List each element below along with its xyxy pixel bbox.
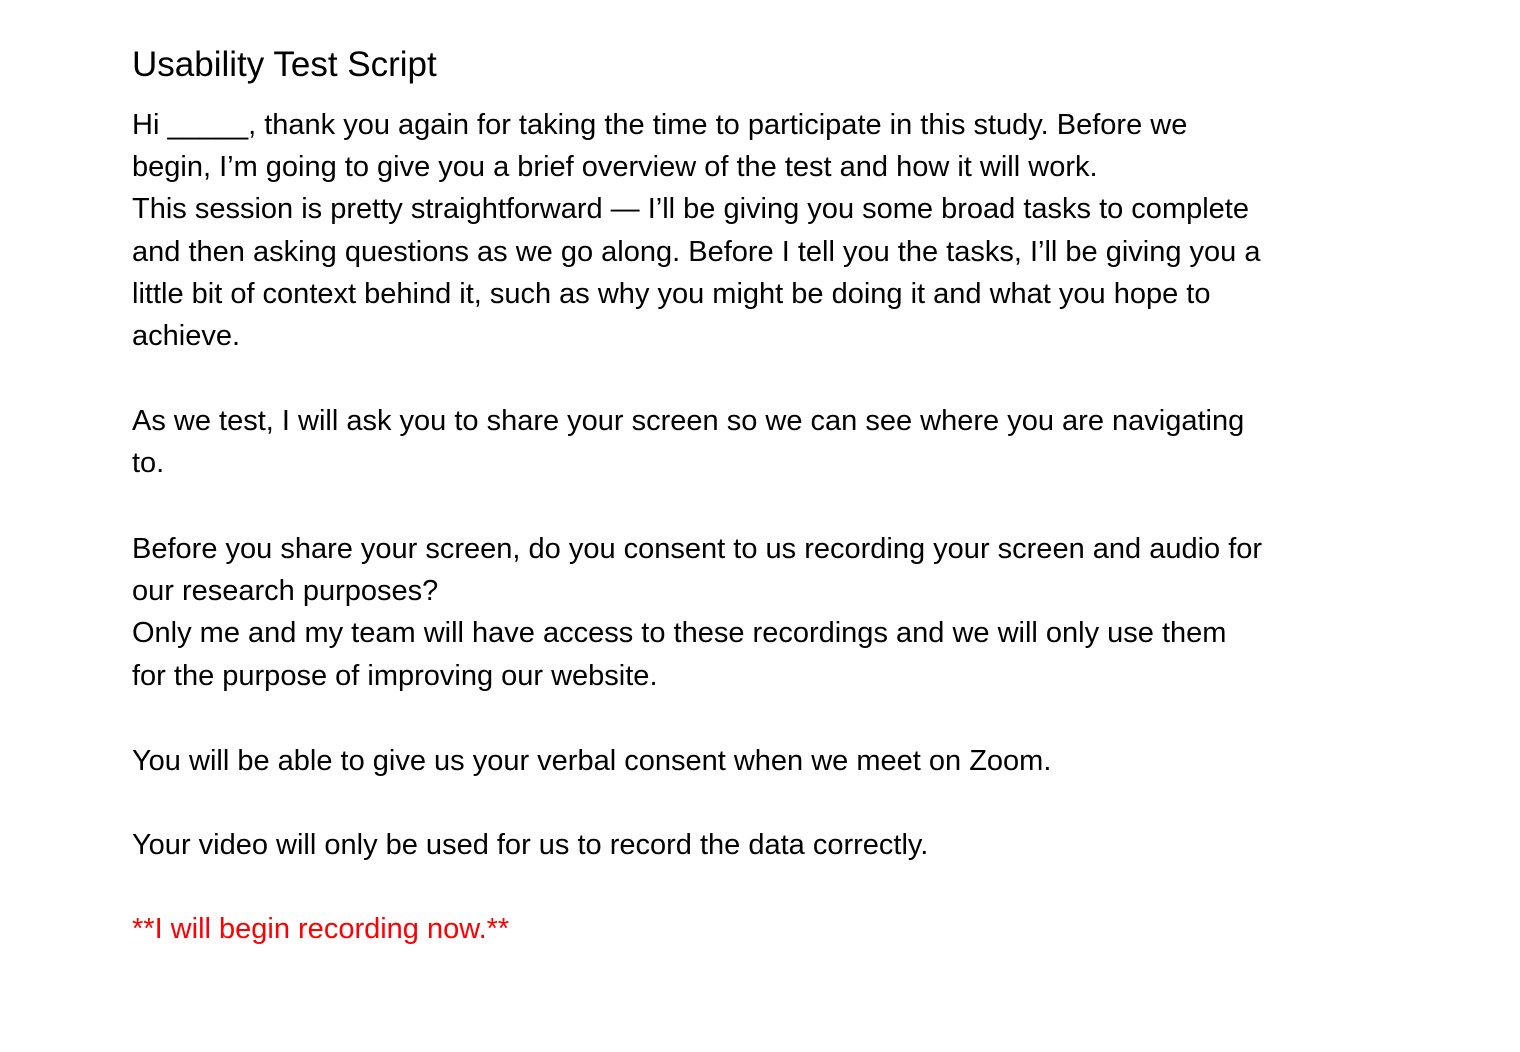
screen-share-paragraph xyxy=(132,400,1244,484)
intro-line-1: Hi _____, thank you again for taking the time to participate in this study. Before we xyxy=(132,109,1188,141)
consent-line-3: Only me and my team will have access to these recordings and we will only use them xyxy=(132,617,1227,650)
screen-share-line-1: As we test, I will ask you to share your screen so we can see where you are navigating xyxy=(132,405,1245,437)
consent-line-1: Before you share your screen, do you consent to us recording your screen and audio for xyxy=(132,533,1263,565)
recording-note-line-1: **I will begin recording now.** xyxy=(132,913,510,945)
consent-paragraph xyxy=(132,528,1262,697)
intro-line-2: begin, I’m going to give you a brief overview of the test and how it will work. xyxy=(132,151,1098,184)
intro-line-4: and then asking questions as we go along. Before I tell you the tasks, I’ll be giving you a xyxy=(132,235,1261,268)
intro-paragraph xyxy=(132,104,1260,357)
intro-line-3: This session is pretty straightforward — I’ll be giving you some broad tasks to complete xyxy=(132,193,1249,226)
document-title: Usability Test Script xyxy=(132,45,437,84)
intro-line-5: little bit of context behind it, such as why you might be doing it and what you hope to xyxy=(132,277,1211,310)
video-usage-paragraph xyxy=(132,824,928,866)
intro-line-6: achieve. xyxy=(132,320,241,353)
consent-line-4: for the purpose of improving our website. xyxy=(132,659,658,692)
recording-note xyxy=(132,908,509,950)
consent-line-2: our research purposes? xyxy=(132,575,439,608)
zoom-consent-line-1: You will be able to give us your verbal consent when we meet on Zoom. xyxy=(132,745,1052,777)
video-usage-line-1: Your video will only be used for us to record the data correctly. xyxy=(132,829,929,861)
zoom-consent-paragraph xyxy=(132,740,1051,782)
screen-share-line-2: to. xyxy=(132,447,165,480)
